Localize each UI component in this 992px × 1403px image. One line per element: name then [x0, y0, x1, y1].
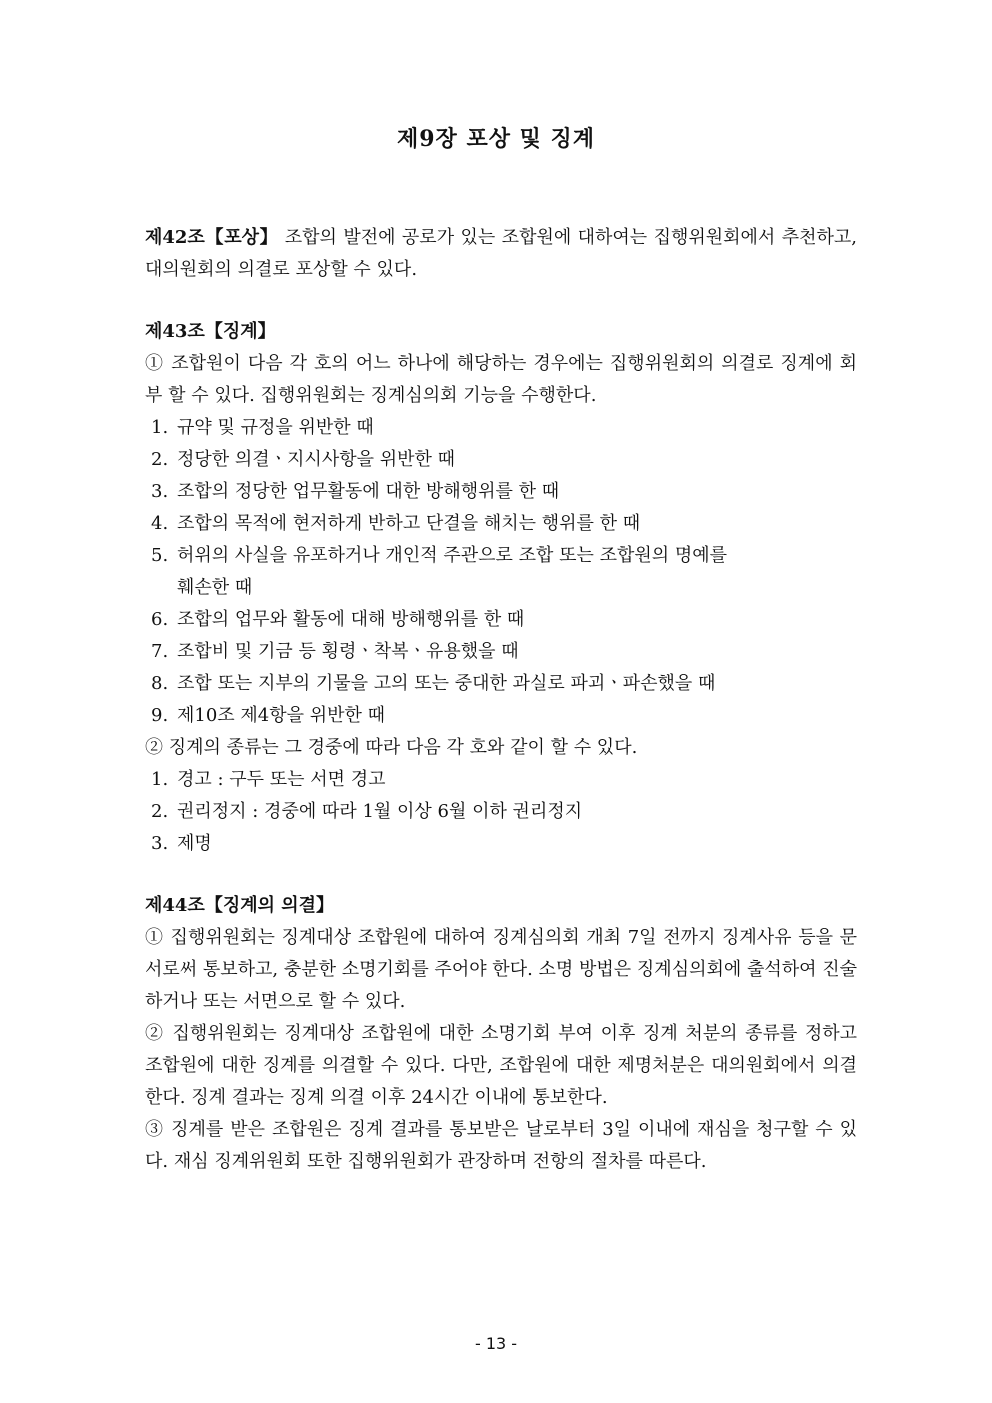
- article-44-clause-1: ① 집행위원회는 징계대상 조합원에 대하여 징계심의회 개최 7일 전까지 징계사유 등을 문서로써 통보하고, 충분한 소명기회를 주어야 한다. 소명 방법은 징계심의회에 출석하여 진술하거나 또는 서면으로 할 수 있다.: [145, 927, 858, 1012]
- chapter-title: 제9장 포상 및 징계: [396, 126, 596, 152]
- list-item: 9. 제10조 제4항을 위반한 때: [151, 705, 386, 726]
- list-item: 3. 조합의 정당한 업무활동에 대한 방해행위를 한 때: [151, 481, 560, 502]
- article-44-heading: 제44조【징계의 의결】: [145, 895, 335, 916]
- article-42-body: 조합의 발전에 공로가 있는 조합원에 대하여는 집행위원회에서 추천하고, 대의원회의 의결로 포상할 수 있다.: [145, 227, 857, 280]
- list-item: 7. 조합비 및 기금 등 횡령ㆍ착복ㆍ유용했을 때: [151, 641, 519, 662]
- page-number: - 13 -: [474, 1334, 518, 1353]
- article-42-heading: 제42조【포상】: [145, 227, 279, 248]
- list-item: 8. 조합 또는 지부의 기물을 고의 또는 중대한 과실로 파괴ㆍ파손했을 때: [151, 673, 716, 694]
- list-item: 1. 규약 및 규정을 위반한 때: [151, 417, 374, 438]
- list-item: 2. 권리정지 : 경중에 따라 1월 이상 6월 이하 권리정지: [151, 801, 583, 822]
- list-item: 4. 조합의 목적에 현저하게 반하고 단결을 해치는 행위를 한 때: [151, 513, 641, 534]
- article-44-clause-3: ③ 징계를 받은 조합원은 징계 결과를 통보받은 날로부터 3일 이내에 재심을 청구할 수 있다. 재심 징계위원회 또한 집행위원회가 관장하며 전항의 절차를 따른다.: [145, 1119, 857, 1172]
- list-item: 3. 제명: [151, 833, 212, 854]
- article-42: [145, 222, 857, 286]
- list-item: 2. 정당한 의결ㆍ지시사항을 위반한 때: [151, 449, 455, 470]
- article-43-heading: 제43조【징계】: [145, 321, 276, 342]
- document-body: [145, 222, 857, 1178]
- article-44-clause-2: ② 집행위원회는 징계대상 조합원에 대한 소명기회 부여 이후 징계 처분의 종류를 정하고 조합원에 대한 징계를 의결할 수 있다. 다만, 조합원에 대한 제명처분은 대의원회에서 의결한다. 징계 결과는 징계 의결 이후 24시간 이내에 통보한다.: [145, 1023, 857, 1108]
- list-item: 5. 허위의 사실을 유포하거나 개인적 주관으로 조합 또는 조합원의 명예를: [151, 545, 728, 566]
- article-42-paragraph: [145, 222, 857, 286]
- list-item: 1. 경고 : 구두 또는 서면 경고: [151, 769, 386, 790]
- article-44: [145, 890, 857, 1178]
- list-item: 6. 조합의 업무와 활동에 대해 방해행위를 한 때: [151, 609, 525, 630]
- article-43: [145, 316, 857, 860]
- article-43-clause-2: ② 징계의 종류는 그 경중에 따라 다음 각 호와 같이 할 수 있다.: [145, 737, 638, 758]
- article-43-clause-1: ① 조합원이 다음 각 호의 어느 하나에 해당하는 경우에는 집행위원회의 의결로 징계에 회부 할 수 있다. 집행위원회는 징계심의회 기능을 수행한다.: [145, 353, 857, 406]
- list-item-continuation: 훼손한 때: [177, 577, 253, 598]
